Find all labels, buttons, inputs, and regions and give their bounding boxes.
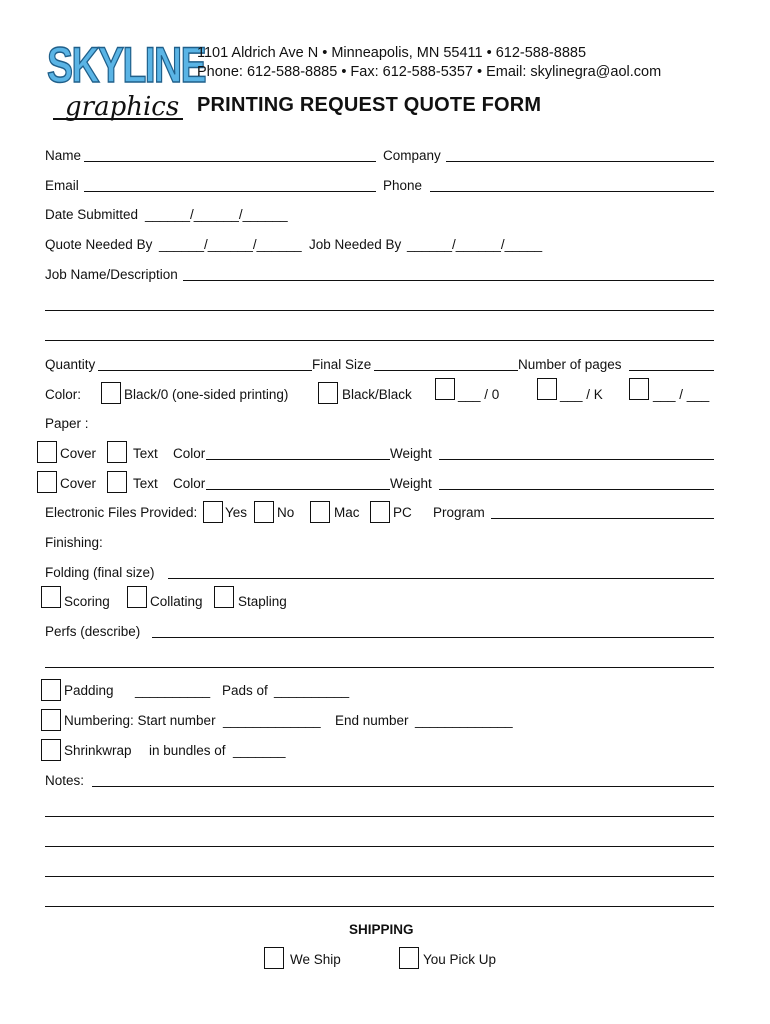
paper1-color-label: Color (173, 446, 206, 461)
paper1-text-checkbox[interactable] (107, 441, 127, 463)
finishing-label: Finishing: (45, 535, 103, 550)
email-field[interactable] (84, 191, 376, 192)
paper2-color-field[interactable] (206, 489, 390, 490)
color-black-one-sided-checkbox[interactable] (101, 382, 121, 404)
stapling-label: Stapling (238, 594, 287, 609)
color-custom-k-checkbox[interactable] (537, 378, 557, 400)
logo-subtitle: graphics (65, 92, 180, 122)
notes-line[interactable] (45, 876, 714, 877)
numbering-checkbox[interactable] (41, 709, 61, 731)
number-of-pages-label: Number of pages (518, 357, 622, 372)
job-needed-by-field[interactable]: ______/______/_____ (407, 237, 543, 252)
paper2-cover-checkbox[interactable] (37, 471, 57, 493)
scoring-label: Scoring (64, 594, 110, 609)
company-field[interactable] (446, 161, 714, 162)
name-field[interactable] (84, 161, 376, 162)
job-needed-by-label: Job Needed By (309, 237, 402, 252)
quote-needed-by-field[interactable]: ______/______/______ (159, 237, 302, 252)
pads-of-field[interactable]: __________ (274, 683, 350, 698)
we-ship-checkbox[interactable] (264, 947, 284, 969)
paper2-text-checkbox[interactable] (107, 471, 127, 493)
paper1-text-label: Text (133, 446, 158, 461)
phone-label: Phone (383, 178, 423, 193)
paper1-cover-checkbox[interactable] (37, 441, 57, 463)
phone-field[interactable] (430, 191, 714, 192)
job-description-line[interactable] (45, 340, 714, 341)
shrinkwrap-label: Shrinkwrap (64, 743, 132, 758)
form-title: PRINTING REQUEST QUOTE FORM (197, 94, 542, 116)
files-yes-label: Yes (225, 505, 248, 520)
start-number-field[interactable]: _____________ (223, 713, 321, 728)
color-custom-custom-label: ___ / ___ (653, 387, 710, 402)
shipping-heading: SHIPPING (349, 922, 414, 937)
you-pick-up-checkbox[interactable] (399, 947, 419, 969)
company-logo (47, 37, 206, 130)
program-label: Program (433, 505, 485, 520)
stapling-checkbox[interactable] (214, 586, 234, 608)
padding-field[interactable]: __________ (135, 683, 211, 698)
color-custom-k-label: ___ / K (560, 387, 603, 402)
date-submitted-field[interactable]: ______/______/______ (145, 207, 288, 222)
color-custom-0-label: ___ / 0 (458, 387, 500, 402)
paper-label: Paper : (45, 416, 89, 431)
date-submitted-label: Date Submitted (45, 207, 139, 222)
email-label: Email (45, 178, 79, 193)
final-size-label: Final Size (312, 357, 372, 372)
job-name-label: Job Name/Description (45, 267, 178, 282)
color-custom-0-checkbox[interactable] (435, 378, 455, 400)
perfs-field-line[interactable] (45, 667, 714, 668)
notes-label: Notes: (45, 773, 85, 788)
perfs-field[interactable] (152, 637, 714, 638)
paper1-weight-field[interactable] (439, 459, 714, 460)
files-mac-label: Mac (334, 505, 360, 520)
color-black-one-sided-label: Black/0 (one-sided printing) (124, 387, 289, 402)
program-field[interactable] (491, 518, 714, 519)
logo-wordmark: SKYLINE (47, 37, 206, 93)
scoring-checkbox[interactable] (41, 586, 61, 608)
numbering-label: Numbering: Start number (64, 713, 216, 728)
color-black-black-checkbox[interactable] (318, 382, 338, 404)
contact-line: Phone: 612-588-8885 • Fax: 612-588-5357 • Email: skylinegra@aol.com (197, 64, 662, 80)
padding-checkbox[interactable] (41, 679, 61, 701)
quantity-label: Quantity (45, 357, 96, 372)
company-label: Company (383, 148, 441, 163)
number-of-pages-field[interactable] (629, 370, 714, 371)
padding-label: Padding (64, 683, 114, 698)
folding-label: Folding (final size) (45, 565, 155, 580)
files-yes-checkbox[interactable] (203, 501, 223, 523)
paper2-weight-label: Weight (390, 476, 432, 491)
quote-needed-by-label: Quote Needed By (45, 237, 153, 252)
notes-line[interactable] (45, 816, 714, 817)
you-pick-up-label: You Pick Up (423, 952, 497, 967)
bundles-field[interactable]: _______ (233, 743, 286, 758)
end-number-label: End number (335, 713, 409, 728)
perfs-label: Perfs (describe) (45, 624, 141, 639)
paper2-text-label: Text (133, 476, 158, 491)
color-label: Color: (45, 387, 82, 402)
logo-underline (53, 118, 183, 120)
paper1-color-field[interactable] (206, 459, 390, 460)
notes-line[interactable] (45, 906, 714, 907)
quantity-field[interactable] (98, 370, 312, 371)
collating-label: Collating (150, 594, 203, 609)
notes-field[interactable] (92, 786, 714, 787)
job-name-field[interactable] (183, 280, 714, 281)
pads-of-label: Pads of (222, 683, 268, 698)
name-label: Name (45, 148, 82, 163)
paper1-weight-label: Weight (390, 446, 432, 461)
paper1-cover-label: Cover (60, 446, 97, 461)
files-pc-label: PC (393, 505, 412, 520)
final-size-field[interactable] (374, 370, 518, 371)
paper2-cover-label: Cover (60, 476, 97, 491)
end-number-field[interactable]: _____________ (415, 713, 513, 728)
bundles-label: in bundles of (149, 743, 226, 758)
we-ship-label: We Ship (290, 952, 341, 967)
files-no-label: No (277, 505, 295, 520)
folding-field[interactable] (168, 578, 714, 579)
color-custom-custom-checkbox[interactable] (629, 378, 649, 400)
files-no-checkbox[interactable] (254, 501, 274, 523)
notes-line[interactable] (45, 846, 714, 847)
paper2-color-label: Color (173, 476, 206, 491)
files-mac-checkbox[interactable] (310, 501, 330, 523)
address-line: 1101 Aldrich Ave N • Minneapolis, MN 55411 • 612-588-8885 (197, 45, 587, 61)
job-description-line[interactable] (45, 310, 714, 311)
shrinkwrap-checkbox[interactable] (41, 739, 61, 761)
paper2-weight-field[interactable] (439, 489, 714, 490)
electronic-files-label: Electronic Files Provided: (45, 505, 198, 520)
files-pc-checkbox[interactable] (370, 501, 390, 523)
color-black-black-label: Black/Black (342, 387, 412, 402)
collating-checkbox[interactable] (127, 586, 147, 608)
